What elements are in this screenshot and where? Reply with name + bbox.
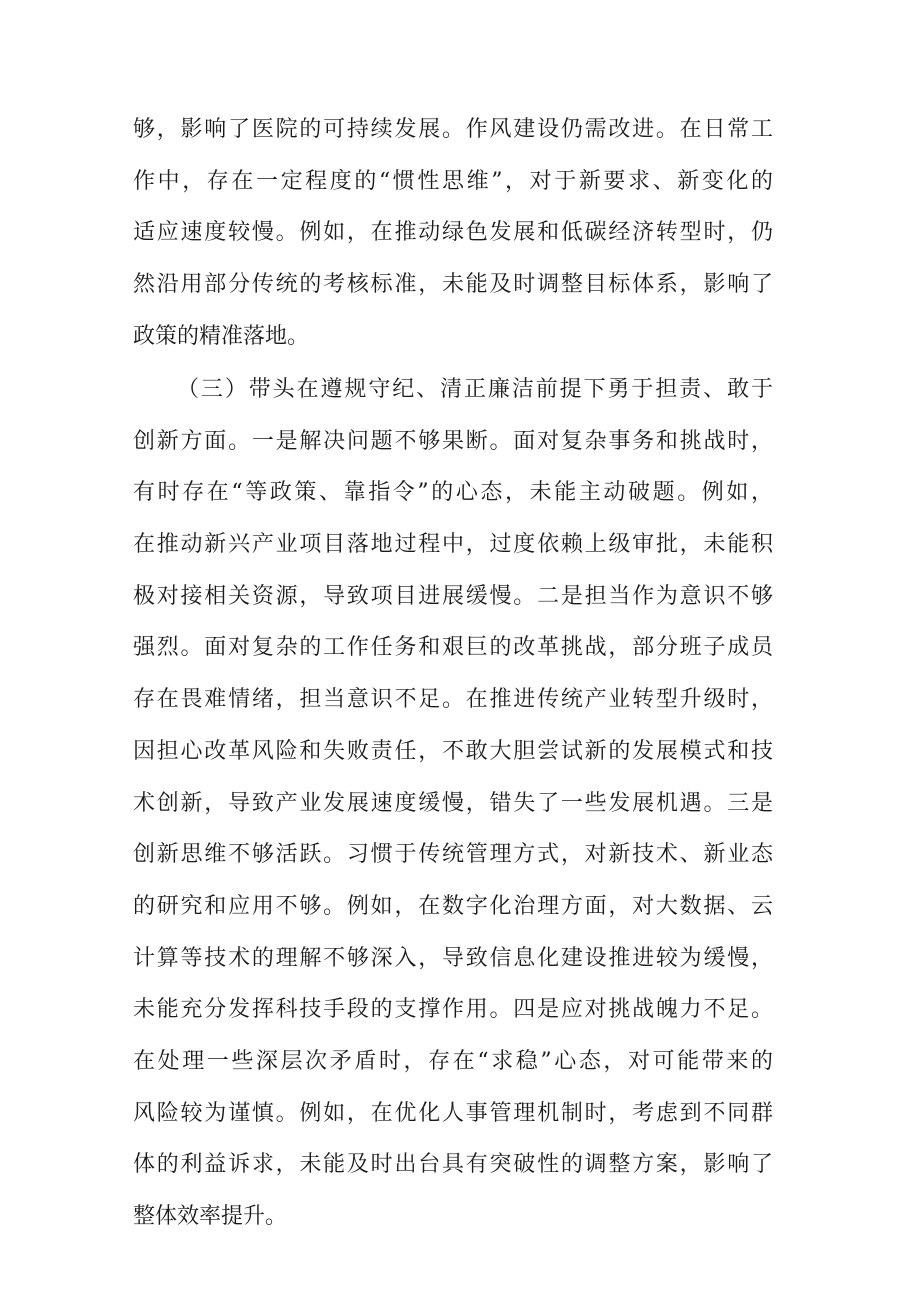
paragraph-section-three (133, 364, 773, 1243)
paragraph-line: 够，影响了医院的可持续发展。作风建设仍需改进。在日常工 (133, 117, 773, 142)
paragraph-line: 有时存在“等政策、靠指令”的心态，未能主动破题。例如， (133, 480, 773, 506)
paragraph-work-style (133, 104, 773, 362)
paragraph-line: 的研究和应用不够。例如，在数字化治理方面，对大数据、云 (133, 893, 773, 919)
paragraph-line: 计算等技术的理解不够深入，导致信息化建设推进较为缓慢， (133, 945, 773, 971)
paragraph-line: 在处理一些深层次矛盾时，存在“求稳”心态，对可能带来的 (133, 1048, 773, 1074)
paragraph-line: 风险较为谨慎。例如，在优化人事管理机制时，考虑到不同群 (133, 1100, 773, 1126)
paragraph-line: 整体效率提升。 (133, 1204, 288, 1229)
paragraph-line: 体的利益诉求，未能及时出台具有突破性的调整方案，影响了 (133, 1152, 773, 1178)
paragraph-line: 术创新，导致产业发展速度缓慢，错失了一些发展机遇。三是 (133, 790, 773, 816)
paragraph-line: 作中，存在一定程度的“惯性思维”，对于新要求、新变化的 (133, 168, 773, 194)
paragraph-line: 存在畏难情绪，担当意识不足。在推进传统产业转型升级时， (133, 687, 773, 713)
section-heading-line: （三）带头在遵规守纪、清正廉洁前提下勇于担责、敢于 (177, 377, 773, 402)
paragraph-line: 政策的精准落地。 (133, 323, 310, 349)
paragraph-line: 在推动新兴产业项目落地过程中，过度依赖上级审批，未能积 (133, 532, 773, 558)
paragraph-line: 适应速度较慢。例如，在推动绿色发展和低碳经济转型时，仍 (133, 220, 773, 246)
paragraph-line: 创新思维不够活跃。习惯于传统管理方式，对新技术、新业态 (133, 842, 773, 868)
paragraph-line: 因担心改革风险和失败责任，不敢大胆尝试新的发展模式和技 (133, 738, 773, 764)
paragraph-line: 创新方面。一是解决问题不够果断。面对复杂事务和挑战时， (133, 428, 773, 454)
paragraph-line: 未能充分发挥科技手段的支撑作用。四是应对挑战魄力不足。 (133, 997, 773, 1023)
paragraph-line: 然沿用部分传统的考核标准，未能及时调整目标体系，影响了 (133, 272, 773, 298)
paragraph-line: 极对接相关资源，导致项目进展缓慢。二是担当作为意识不够 (133, 583, 773, 609)
paragraph-line: 强烈。面对复杂的工作任务和艰巨的改革挑战，部分班子成员 (133, 635, 773, 661)
